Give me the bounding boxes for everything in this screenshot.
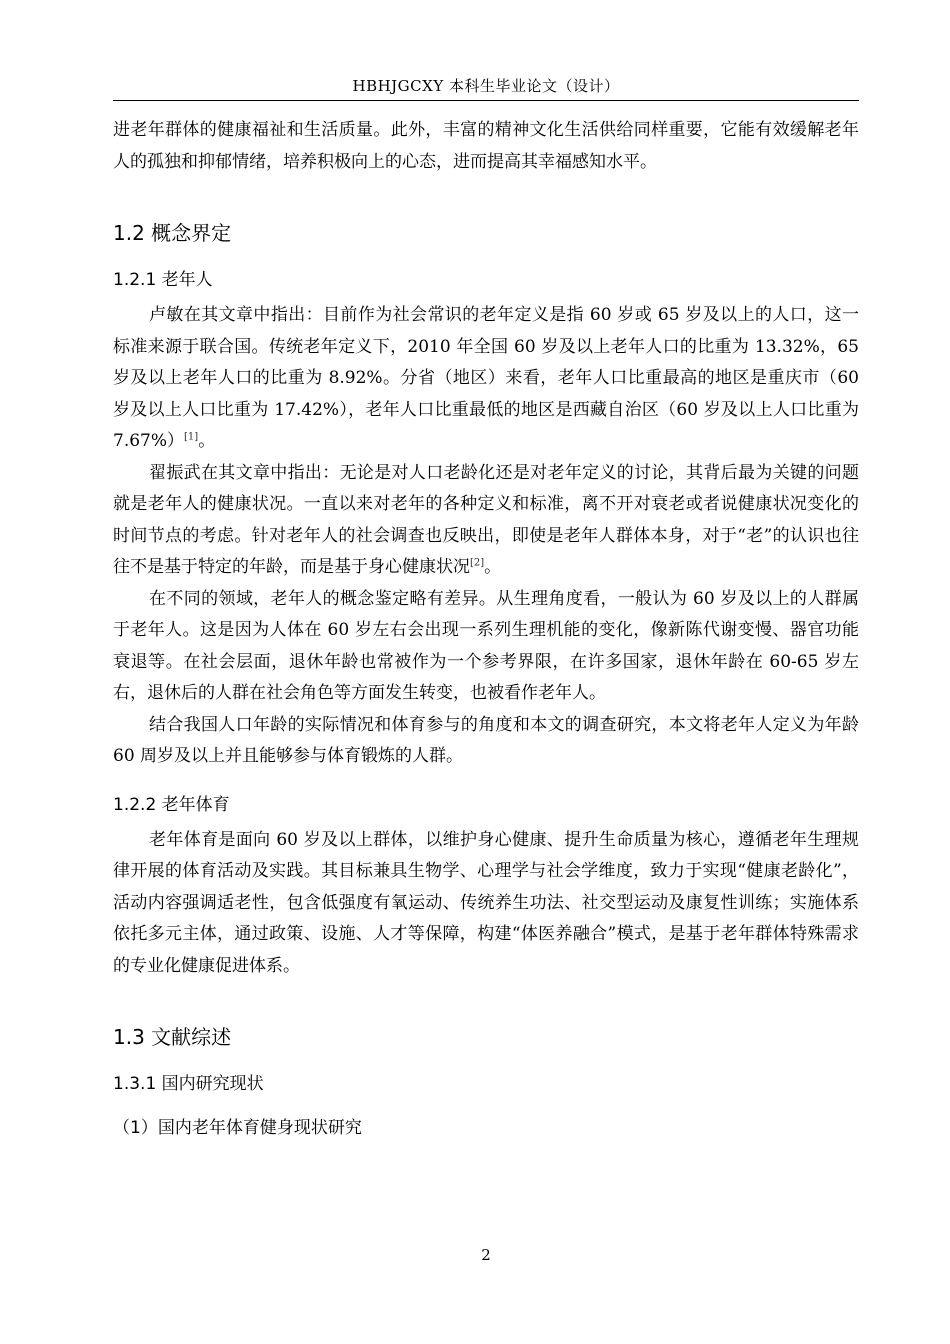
subsection-heading-1-2-2: 1.2.2 老年体育: [113, 794, 230, 815]
paragraph-elderly-sports: 老年体育是面向 60 岁及以上群体，以维护身心健康、提升生命质量为核心，遵循老年生理规律开展的体育活动及实践。其目标兼具生物学、心理学与社会学维度，致力于实现“健康老龄化”，活动内容强调适老性，包含低强度有氧运动、传统养生功法、社交型运动及康复性训练；实施体系依托多元主体，通过政策、设施、人才等保障，构建“体医养融合”模式，是基于老年群体特殊需求的专业化健康促进体系。: [113, 829, 859, 976]
header-rule: [113, 100, 859, 101]
subsection-heading-1-2-1: 1.2.1 老年人: [113, 270, 213, 290]
running-header: HBHJGCXY 本科生毕业论文（设计）: [352, 77, 620, 95]
page-body: [113, 115, 859, 1142]
section-heading-1-2: 1.2 概念界定: [113, 221, 232, 245]
section-heading-1-3: 1.3 文献综述: [113, 1025, 232, 1049]
page-number: 2: [481, 1246, 491, 1264]
subsection-heading-1-3-1: 1.3.1 国内研究现状: [113, 1074, 264, 1094]
paragraph-lu-min: [113, 300, 859, 458]
paragraph-domains: 在不同的领域，老年人的概念鉴定略有差异。从生理角度看，一般认为 60 岁及以上的人群属于老年人。这是因为人体在 60 岁左右会出现一系列生理机能的变化，像新陈代谢变慢、器官功能衰退等。在社会层面，退休年龄也常被作为一个参考界限，在许多国家，退休年龄在 60-65 岁左右，退休后的人群在社会角色等方面发生转变，也被看作老年人。: [113, 588, 859, 703]
paragraph-text: 卢敏在其文章中指出：目前作为社会常识的老年定义是指 60 岁或 65 岁及以上的人口，这一标准来源于联合国。传统老年定义下，2010 年全国 60 岁及以上老年人口的比重为 13.32%，65 岁及以上老年人口的比重为 8.92%。分省（地区）来看，老年人口比重最高的地区是重庆市（60 岁及以上人口比重为 17.42%），老年人口比重最低的地区是西藏自治区（60 岁及以上人口比重为 7.67%）: [113, 305, 859, 451]
list-heading-item-1: （1）国内老年体育健身现状研究: [113, 1118, 362, 1138]
paragraph-end: 。: [484, 557, 502, 577]
citation-1: [1]: [184, 431, 199, 443]
paragraph-text: 翟振武在其文章中指出：无论是对人口老龄化还是对老年定义的讨论，其背后最为关键的问题就是老年人的健康状况。一直以来对老年的各种定义和标准，离不开对衰老或者说健康状况变化的时间节点的考虑。针对老年人的社会调查也反映出，即使是老年人群体本身，对于“老”的认识也往往不是基于特定的年龄，而是基于身心健康状况: [113, 462, 859, 577]
citation-2: [2]: [470, 557, 485, 569]
paragraph-definition: 结合我国人口年龄的实际情况和体育参与的角度和本文的调查研究，本文将老年人定义为年龄 60 周岁及以上并且能够参与体育锻炼的人群。: [113, 714, 859, 766]
paragraph-zhai-zhenwu: [113, 458, 859, 584]
continued-paragraph: 进老年群体的健康福祉和生活质量。此外，丰富的精神文化生活供给同样重要，它能有效缓解老年人的孤独和抑郁情绪，培养积极向上的心态，进而提高其幸福感知水平。: [113, 120, 859, 172]
paragraph-end: 。: [198, 431, 216, 451]
